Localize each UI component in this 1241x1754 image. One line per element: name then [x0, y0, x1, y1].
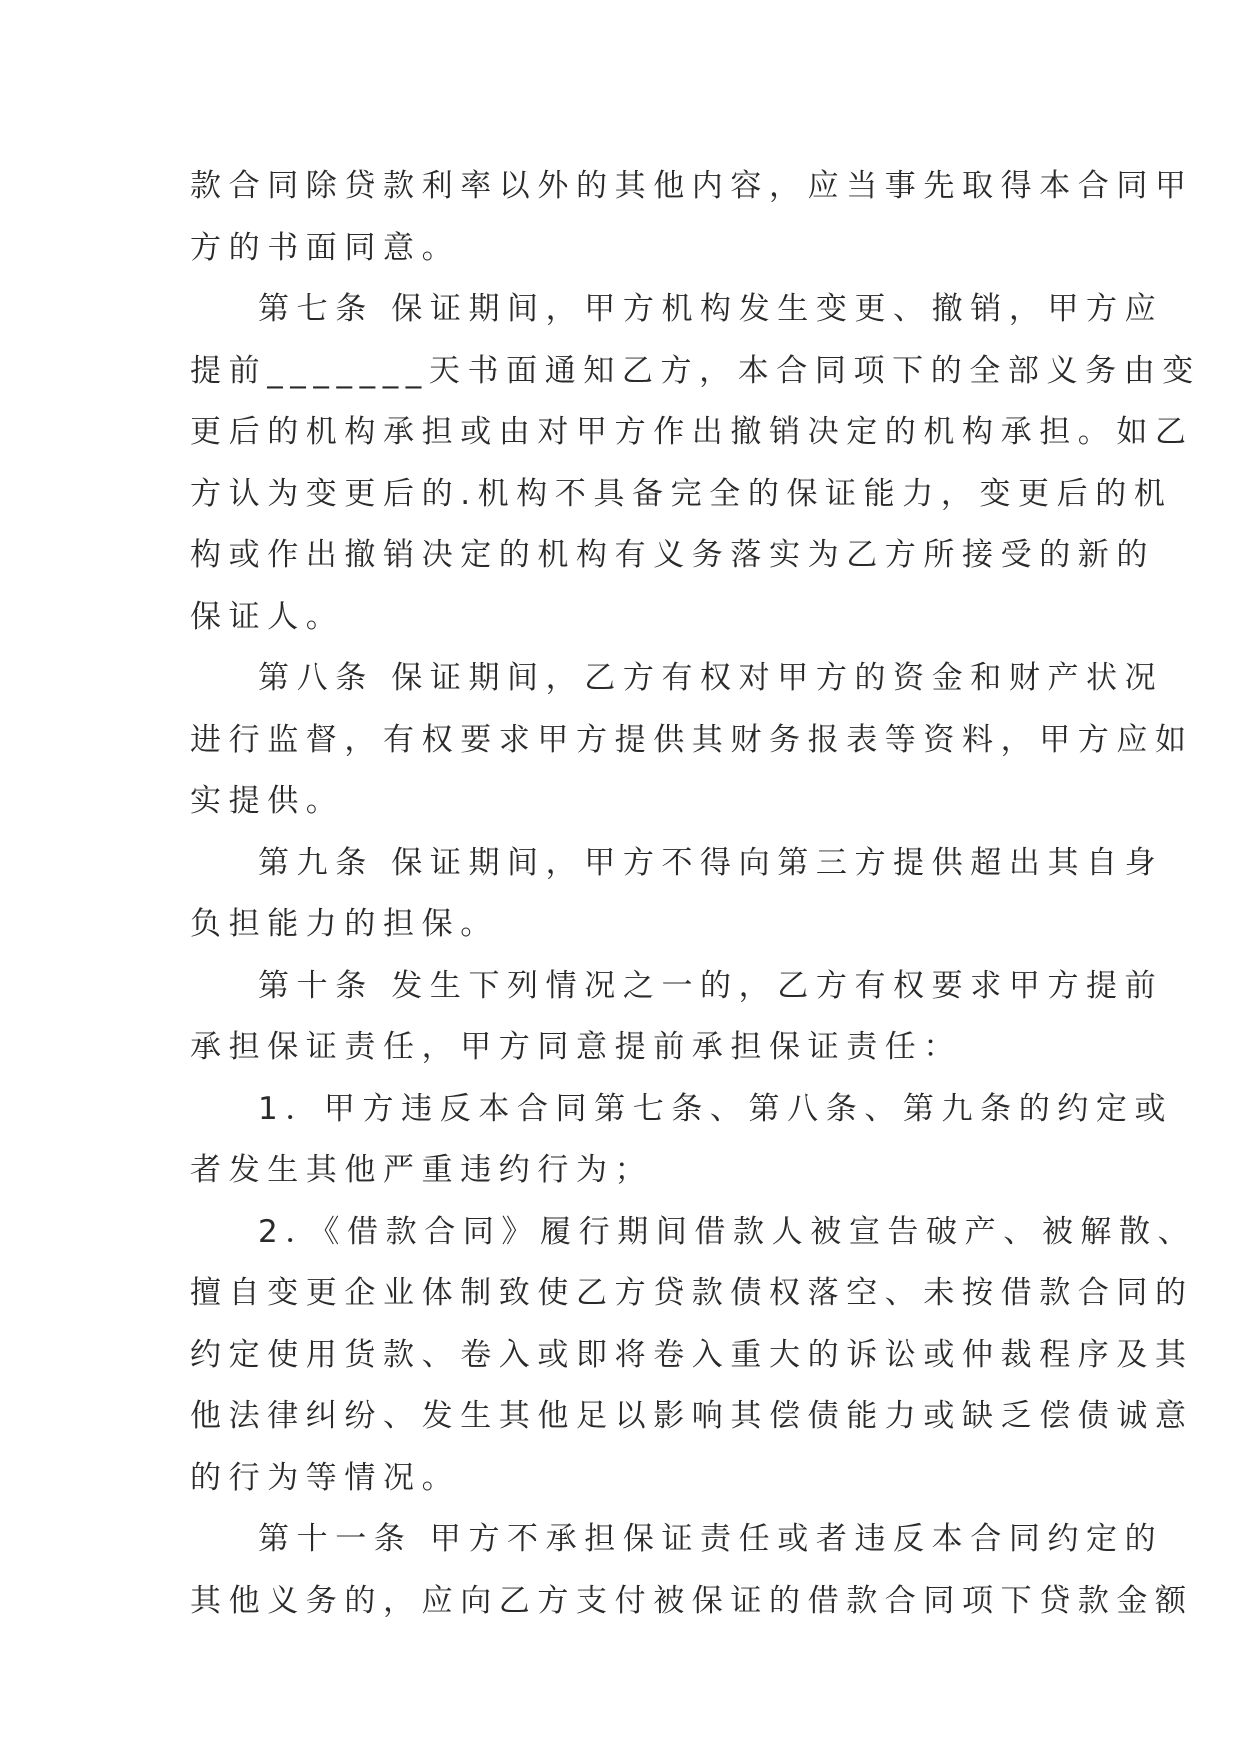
text-line: 提前_______天书面通知乙方，本合同项下的全部义务由变	[190, 352, 1201, 389]
document-body	[190, 156, 1201, 1632]
text-line: 构或作出撤销决定的机构有义务落实为乙方所接受的新的	[190, 537, 1155, 573]
article-9-heading-line: 第九条 保证期间，甲方不得向第三方提供超出其自身	[258, 844, 1164, 881]
text-line: 他法律纠纷、发生其他足以影响其偿债能力或缺乏偿债诚意	[190, 1398, 1194, 1434]
article-10-heading-line: 第十条 发生下列情况之一的，乙方有权要求甲方提前	[258, 967, 1164, 1004]
text-line: 其他义务的，应向乙方支付被保证的借款合同项下贷款金额	[190, 1582, 1194, 1619]
text-line: 者发生其他严重违约行为；	[190, 1152, 654, 1188]
text-line: 约定使用货款、卷入或即将卷入重大的诉讼或仲裁程序及其	[190, 1336, 1194, 1373]
text-line: 更后的机构承担或由对甲方作出撤销决定的机构承担。如乙	[190, 414, 1194, 450]
text-line: 承担保证责任，甲方同意提前承担保证责任：	[190, 1029, 962, 1065]
text-line: 的行为等情况。	[190, 1459, 461, 1496]
text-line: 擅自变更企业体制致使乙方贷款债权落空、未按借款合同的	[190, 1275, 1194, 1311]
text-line: 方认为变更后的.机构不具备完全的保证能力，变更后的机	[190, 475, 1173, 512]
text-line: 负担能力的担保。	[190, 906, 499, 942]
text-line: 实提供。	[190, 783, 345, 819]
text-line: 款合同除贷款利率以外的其他内容，应当事先取得本合同甲	[190, 168, 1194, 204]
text-line: 方的书面同意。	[190, 229, 461, 266]
article-8-heading-line: 第八条 保证期间，乙方有权对甲方的资金和财产状况	[258, 660, 1164, 696]
article-11-heading-line: 第十一条 甲方不承担保证责任或者违反本合同约定的	[258, 1521, 1164, 1557]
text-line: 进行监督，有权要求甲方提供其财务报表等资料，甲方应如	[190, 721, 1194, 758]
text-line: 保证人。	[190, 598, 345, 635]
article-7-heading-line: 第七条 保证期间，甲方机构发生变更、撤销，甲方应	[258, 291, 1164, 327]
list-item-1-line: 1．甲方违反本合同第七条、第八条、第九条的约定或	[258, 1090, 1174, 1127]
list-item-2-line: 2．《借款合同》履行期间借款人被宣告破产、被解散、	[258, 1213, 1197, 1250]
